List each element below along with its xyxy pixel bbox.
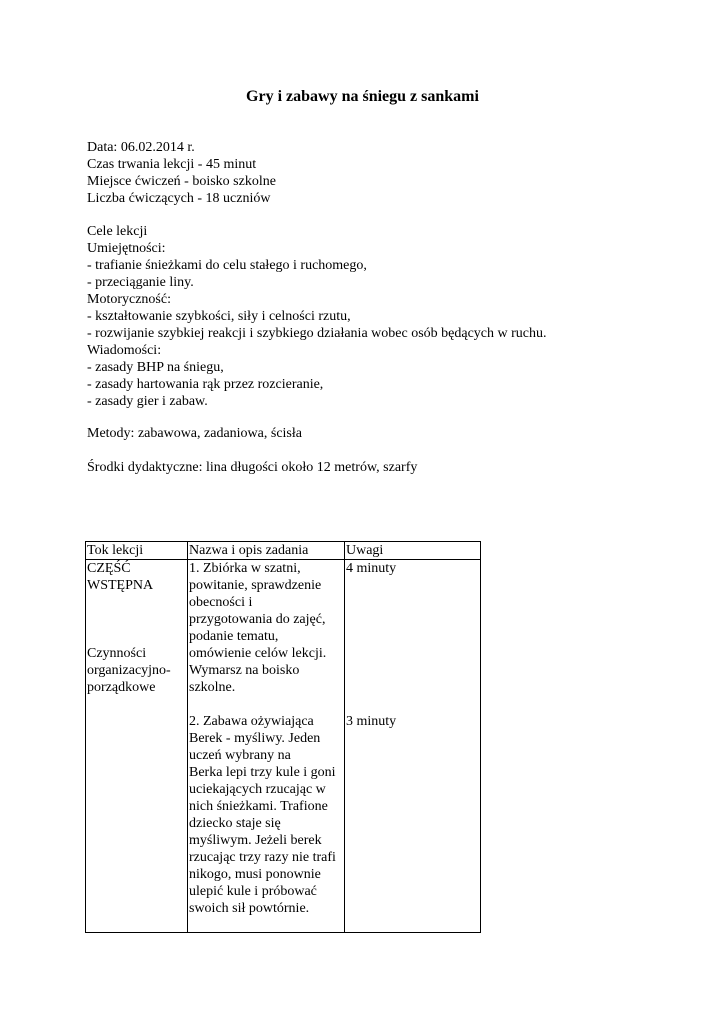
spacer <box>346 679 479 696</box>
task-line: Berka lepi trzy kule i goni <box>189 765 336 780</box>
spacer <box>346 611 479 628</box>
task-line: nich śnieżkami. Trafione <box>189 799 328 814</box>
goals-knowledge-item: - zasady hartowania rąk przez rozcieranie, <box>87 377 324 392</box>
task-line: Wymarsz na boisko <box>189 663 300 678</box>
notes-line: 4 minuty <box>346 561 397 576</box>
info-place: Miejsce ćwiczeń - boisko szkolne <box>87 174 276 189</box>
spacer <box>346 628 479 645</box>
header-notes: Uwagi <box>345 542 481 560</box>
task-line: myśliwym. Jeżeli berek <box>189 833 322 848</box>
goals-skill-item: - trafianie śnieżkami do celu stałego i ruchomego, <box>87 258 367 273</box>
stage-line: WSTĘPNA <box>87 578 154 593</box>
methods-text: Metody: zabawowa, zadaniowa, ścisła <box>87 426 302 441</box>
task-line: dziecko staje się <box>189 816 281 831</box>
spacer <box>346 577 479 594</box>
lesson-info <box>87 139 687 207</box>
spacer <box>87 611 186 628</box>
header-task-description: Nazwa i opis zadania <box>188 542 345 560</box>
task-line: szkolne. <box>189 680 236 695</box>
task-line: 1. Zbiórka w szatni, <box>189 561 301 576</box>
task-line: omówienie celów lekcji. <box>189 646 327 661</box>
goals-motor-heading: Motoryczność: <box>87 292 171 307</box>
goals-motor-item: - rozwijanie szybkiej reakcji i szybkiego działania wobec osób będących w ruchu. <box>87 326 547 341</box>
spacer <box>346 696 479 713</box>
spacer <box>346 594 479 611</box>
task-line: powitanie, sprawdzenie <box>189 578 322 593</box>
task-line: Berek - myśliwy. Jeden <box>189 731 321 746</box>
lesson-methods <box>87 425 687 442</box>
lesson-goals <box>87 223 687 410</box>
task-line: nikogo, musi ponownie <box>189 867 321 882</box>
cell-task-description <box>188 560 345 933</box>
task-line: uciekających rzucając w <box>189 782 326 797</box>
task-line: rzucając trzy razy nie trafi <box>189 850 336 865</box>
info-participants: Liczba ćwiczących - 18 uczniów <box>87 191 271 206</box>
goals-skill-item: - przeciąganie liny. <box>87 275 194 290</box>
task-line: swoich sił powtórnie. <box>189 901 310 916</box>
task-line: przygotowania do zajęć, <box>189 612 326 627</box>
task-line: uczeń wybrany na <box>189 748 291 763</box>
goals-knowledge-item: - zasady BHP na śniegu, <box>87 360 224 375</box>
lesson-resources <box>87 459 687 476</box>
spacer <box>346 645 479 662</box>
spacer <box>346 662 479 679</box>
goals-heading: Cele lekcji <box>87 224 148 239</box>
goals-knowledge-item: - zasady gier i zabaw. <box>87 394 208 409</box>
info-date: Data: 06.02.2014 r. <box>87 140 195 155</box>
resources-text: Środki dydaktyczne: lina długości około 12 metrów, szarfy <box>87 460 418 475</box>
stage-line: CZĘŚĆ <box>87 561 131 576</box>
task-line: obecności i <box>189 595 253 610</box>
header-lesson-stage: Tok lekcji <box>86 542 188 560</box>
stage-line: Czynności <box>87 646 147 661</box>
lesson-plan-table <box>85 541 481 933</box>
goals-knowledge-heading: Wiadomości: <box>87 343 162 358</box>
stage-line: porządkowe <box>87 680 156 695</box>
goals-motor-item: - kształtowanie szybkości, siły i celności rzutu, <box>87 309 351 324</box>
table-row <box>86 560 481 933</box>
task-line: 2. Zabawa ożywiająca <box>189 714 314 729</box>
document-title: Gry i zabawy na śniegu z sankami <box>246 88 479 105</box>
info-duration: Czas trwania lekcji - 45 minut <box>87 157 257 172</box>
goals-skills-heading: Umiejętności: <box>87 241 166 256</box>
notes-line: 3 minuty <box>346 714 397 729</box>
task-line: ulepić kule i próbować <box>189 884 317 899</box>
table-header-row <box>86 542 481 560</box>
spacer <box>87 594 186 611</box>
cell-notes <box>345 560 481 933</box>
task-line: podanie tematu, <box>189 629 279 644</box>
spacer <box>189 696 343 713</box>
stage-line: organizacyjno- <box>87 663 171 678</box>
cell-lesson-stage <box>86 560 188 933</box>
spacer <box>87 628 186 645</box>
